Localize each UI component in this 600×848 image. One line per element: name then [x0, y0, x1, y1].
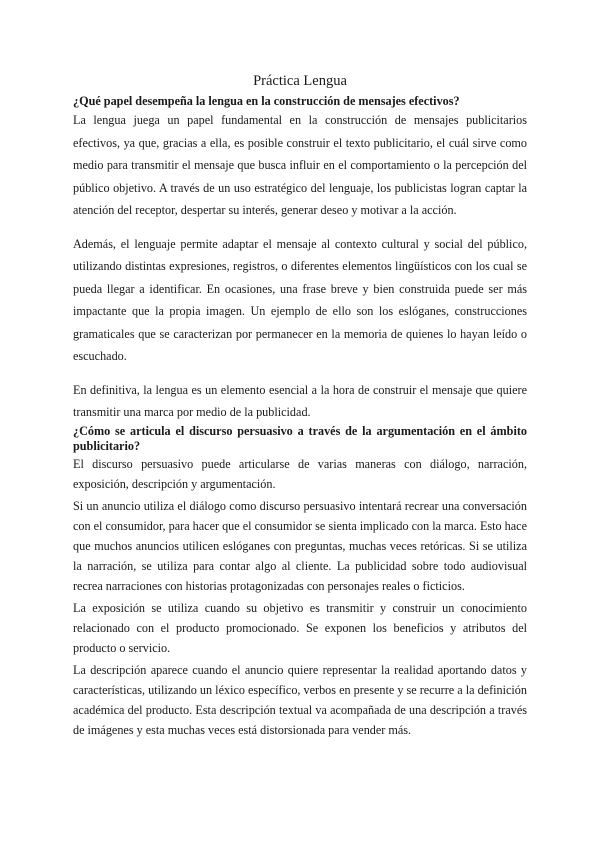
section-persuasive-discourse: [73, 424, 527, 740]
paragraph-gap: [73, 222, 527, 233]
paragraph: Si un anuncio utiliza el diálogo como discurso persuasivo intentará recrear una conversación con el consumidor, para hacer que el consumidor se sienta implicado con la marca. Esto hace que muchos anuncios utilicen eslóganes con preguntas, muchas veces retóricas. Si se utiliza la narración, se utiliza para contar algo al cliente. La publicidad sobre todo audiovisual recrea narraciones con historias protagonizadas con personajes reales o ficticios.: [73, 498, 528, 593]
paragraph: Además, el lenguaje permite adaptar el mensaje al contexto cultural y social del público, utilizando distintas expresiones, registros, o diferentes elementos lingüísticos con los cual se pueda llegar a identificar. En ocasiones, una frase breve y bien construida puede ser más impactante que la propia imagen. Un ejemplo de ello son los eslóganes, construcciones gramaticales que se caracterizan por permanecer en la memoria de quienes lo hayan leído o escuchado.: [73, 236, 527, 363]
section-heading: ¿Qué papel desempeña la lengua en la construcción de mensajes efectivos?: [73, 94, 460, 108]
section-heading: ¿Cómo se articula el discurso persuasivo a través de la argumentación en el ámbito publicitario?: [73, 423, 527, 453]
paragraph: El discurso persuasivo puede articularse de varias maneras con diálogo, narración, exposición, descripción y argumentación.: [73, 456, 527, 491]
document-page: [73, 72, 527, 740]
paragraph: La lengua juega un papel fundamental en la construcción de mensajes publicitarios efectivos, ya que, gracias a ella, es posible construir el texto publicitario, el cuál sirve como medio para transmitir el mensaje que busca influir en el comportamiento o la percepción del público objetivo. A través de un uso estratégico del lenguaje, los publicistas logran captar la atención del receptor, despertar su interés, generar deseo y motivar a la acción.: [73, 113, 527, 217]
document-title: Práctica Lengua: [253, 73, 347, 89]
paragraph-gap: [73, 368, 527, 379]
paragraph: La exposición se utiliza cuando su objetivo es transmitir y construir un conocimiento relacionado con el producto promocionado. Se exponen los beneficios y atributos del producto o servicio.: [73, 600, 527, 655]
paragraph: En definitiva, la lengua es un elemento esencial a la hora de construir el mensaje que quiere transmitir una marca por medio de la publicidad.: [73, 382, 527, 419]
paragraph: La descripción aparece cuando el anuncio quiere representar la realidad aportando datos y características, utilizando un léxico específico, verbos en presente y se recurre a la definición académica del producto. Esta descripción textual va acompañada de una descripción a través de imágenes y esta muchas veces está distorsionada para vender más.: [73, 662, 527, 737]
section-language-role: [73, 94, 527, 424]
